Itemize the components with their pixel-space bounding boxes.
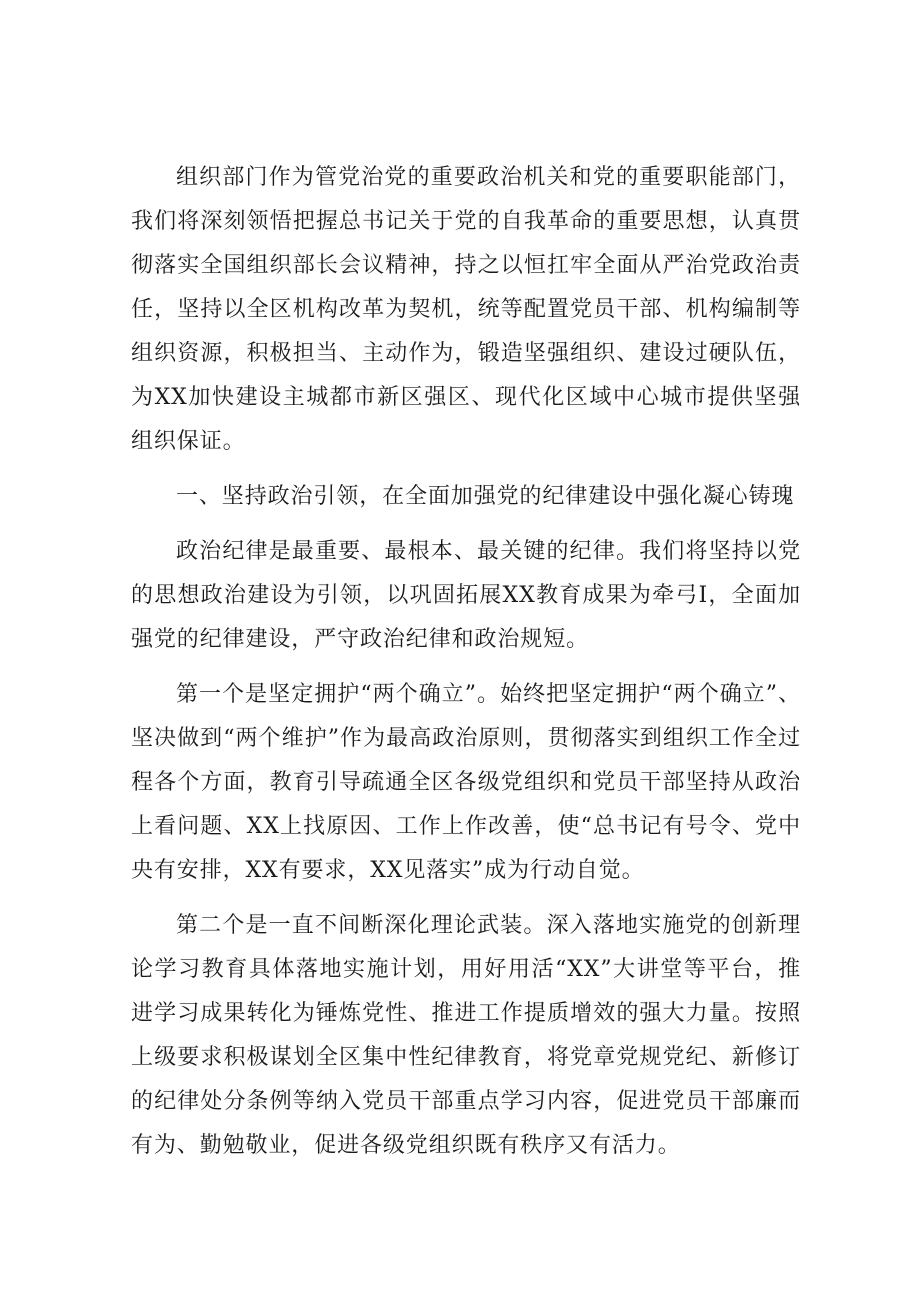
section-heading: 一、坚持政治引领，在全面加强党的纪律建设中强化凝心铸瑰 <box>176 484 795 509</box>
point-two-paragraph: 第二个是一直不间断深化理论武装。深入落地实施党的创新理论学习教育具体落地实施计划，用好用活“XX”大讲堂等平台，推进学习成果转化为锤炼党性、推进工作提质增效的强大力量。按照上级要求积极谋划全区集中性纪律教育，将党章党规党纪、新修订的纪律处分条例等纳入党员干部重点学习内容，促进党员干部廉而有为、勤勉敬业，促进各级党组织既有秩序又有活力。 <box>131 913 801 1158</box>
section-intro-paragraph: 政治纪律是最重要、最根本、最关键的纪律。我们将坚持以党的思想政治建设为引领，以巩固拓展XX教育成果为牵弓I，全面加强党的纪律建设，严守政治纪律和政治规短。 <box>131 539 801 652</box>
point-one-paragraph: 第一个是坚定拥护“两个确立”。始终把坚定拥护“两个确立”、坚决做到“两个维护”作为最高政治原则，贯彻落实到组织工作全过程各个方面，教育引导疏通全区各级党组织和党员干部坚持从政治上看问题、XX上找原因、工作上作改善，使“总书记有号令、党中央有安排，XX有要求，XX见落实”成为行动自觉。 <box>131 682 801 883</box>
intro-paragraph: 组织部门作为管党治党的重要政治机关和党的重要职能部门，我们将深刻领悟把握总书记关于党的自我革命的重要思想，认真贯彻落实全国组织部长会议精神，持之以恒扛牢全面从严治党政治责任，坚持以全区机构改革为契机，统等配置党员干部、机构编制等组织资源，积极担当、主动作为，锻造坚强组织、建设过硬队伍，为XX加快建设主城都市新区强区、现代化区域中心城市提供坚强组织保证。 <box>131 165 801 454</box>
document-body <box>131 156 801 1168</box>
